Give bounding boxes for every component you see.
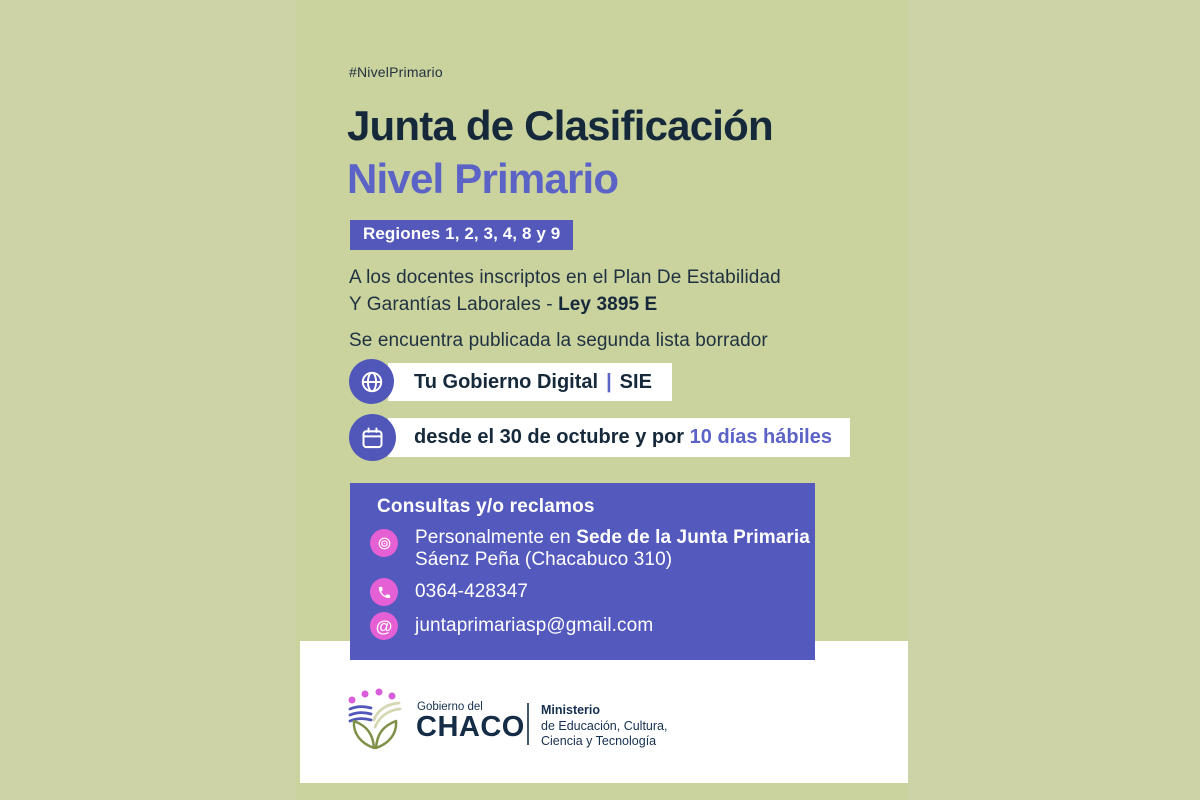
ministry-line1: Ministerio (541, 703, 601, 717)
location-icon (370, 529, 398, 557)
portal-label: Tu Gobierno Digital (414, 370, 599, 393)
contact-heading: Consultas y/o reclamos (377, 496, 595, 517)
phone-icon (370, 578, 398, 606)
status-line: Se encuentra publicada la segunda lista borrador (349, 330, 768, 351)
ministry-line3: Ciencia y Tecnología (541, 734, 657, 748)
contact-address-prefix: Personalmente en (415, 527, 577, 548)
contact-phone: 0364-428347 (415, 581, 529, 602)
date-text: desde el 30 de octubre y por (414, 426, 690, 448)
law-reference: Ley 3895 E (558, 294, 658, 315)
portal-pill (388, 363, 672, 401)
at-icon (370, 612, 398, 640)
page-title (347, 99, 773, 205)
ministry-label (541, 703, 667, 750)
portal-suffix: SIE (619, 370, 652, 393)
hashtag-label: #NivelPrimario (349, 64, 443, 80)
contact-box (350, 483, 815, 660)
date-highlight: 10 días hábiles (689, 426, 832, 448)
chaco-wordmark: CHACO (416, 711, 525, 743)
portal-separator: | (606, 370, 612, 393)
contact-email: juntaprimariasp@gmail.com (415, 615, 654, 636)
page-title-line1: Junta de Clasificación (347, 102, 773, 149)
intro-line2: Y Garantías Laborales - (349, 294, 559, 315)
at-icon-glyph: @ (375, 616, 393, 636)
gobierno-del-label: Gobierno del (417, 701, 483, 713)
intro-line1: A los docentes inscriptos en el Plan De Estabilidad (349, 267, 781, 288)
globe-icon (349, 359, 394, 404)
date-pill (388, 418, 850, 457)
contact-address-bold: Sede de la Junta Primaria (576, 527, 810, 548)
chaco-logo-icon (344, 686, 406, 757)
footer-divider (527, 703, 529, 745)
contact-address-line2: Sáenz Peña (Chacabuco 310) (415, 549, 673, 570)
calendar-icon (349, 414, 396, 461)
contact-address (415, 527, 810, 571)
regions-badge: Regiones 1, 2, 3, 4, 8 y 9 (350, 220, 573, 250)
page-title-line2: Nivel Primario (347, 155, 619, 202)
ministry-line2: de Educación, Cultura, (541, 718, 668, 733)
intro-paragraph (349, 264, 781, 318)
